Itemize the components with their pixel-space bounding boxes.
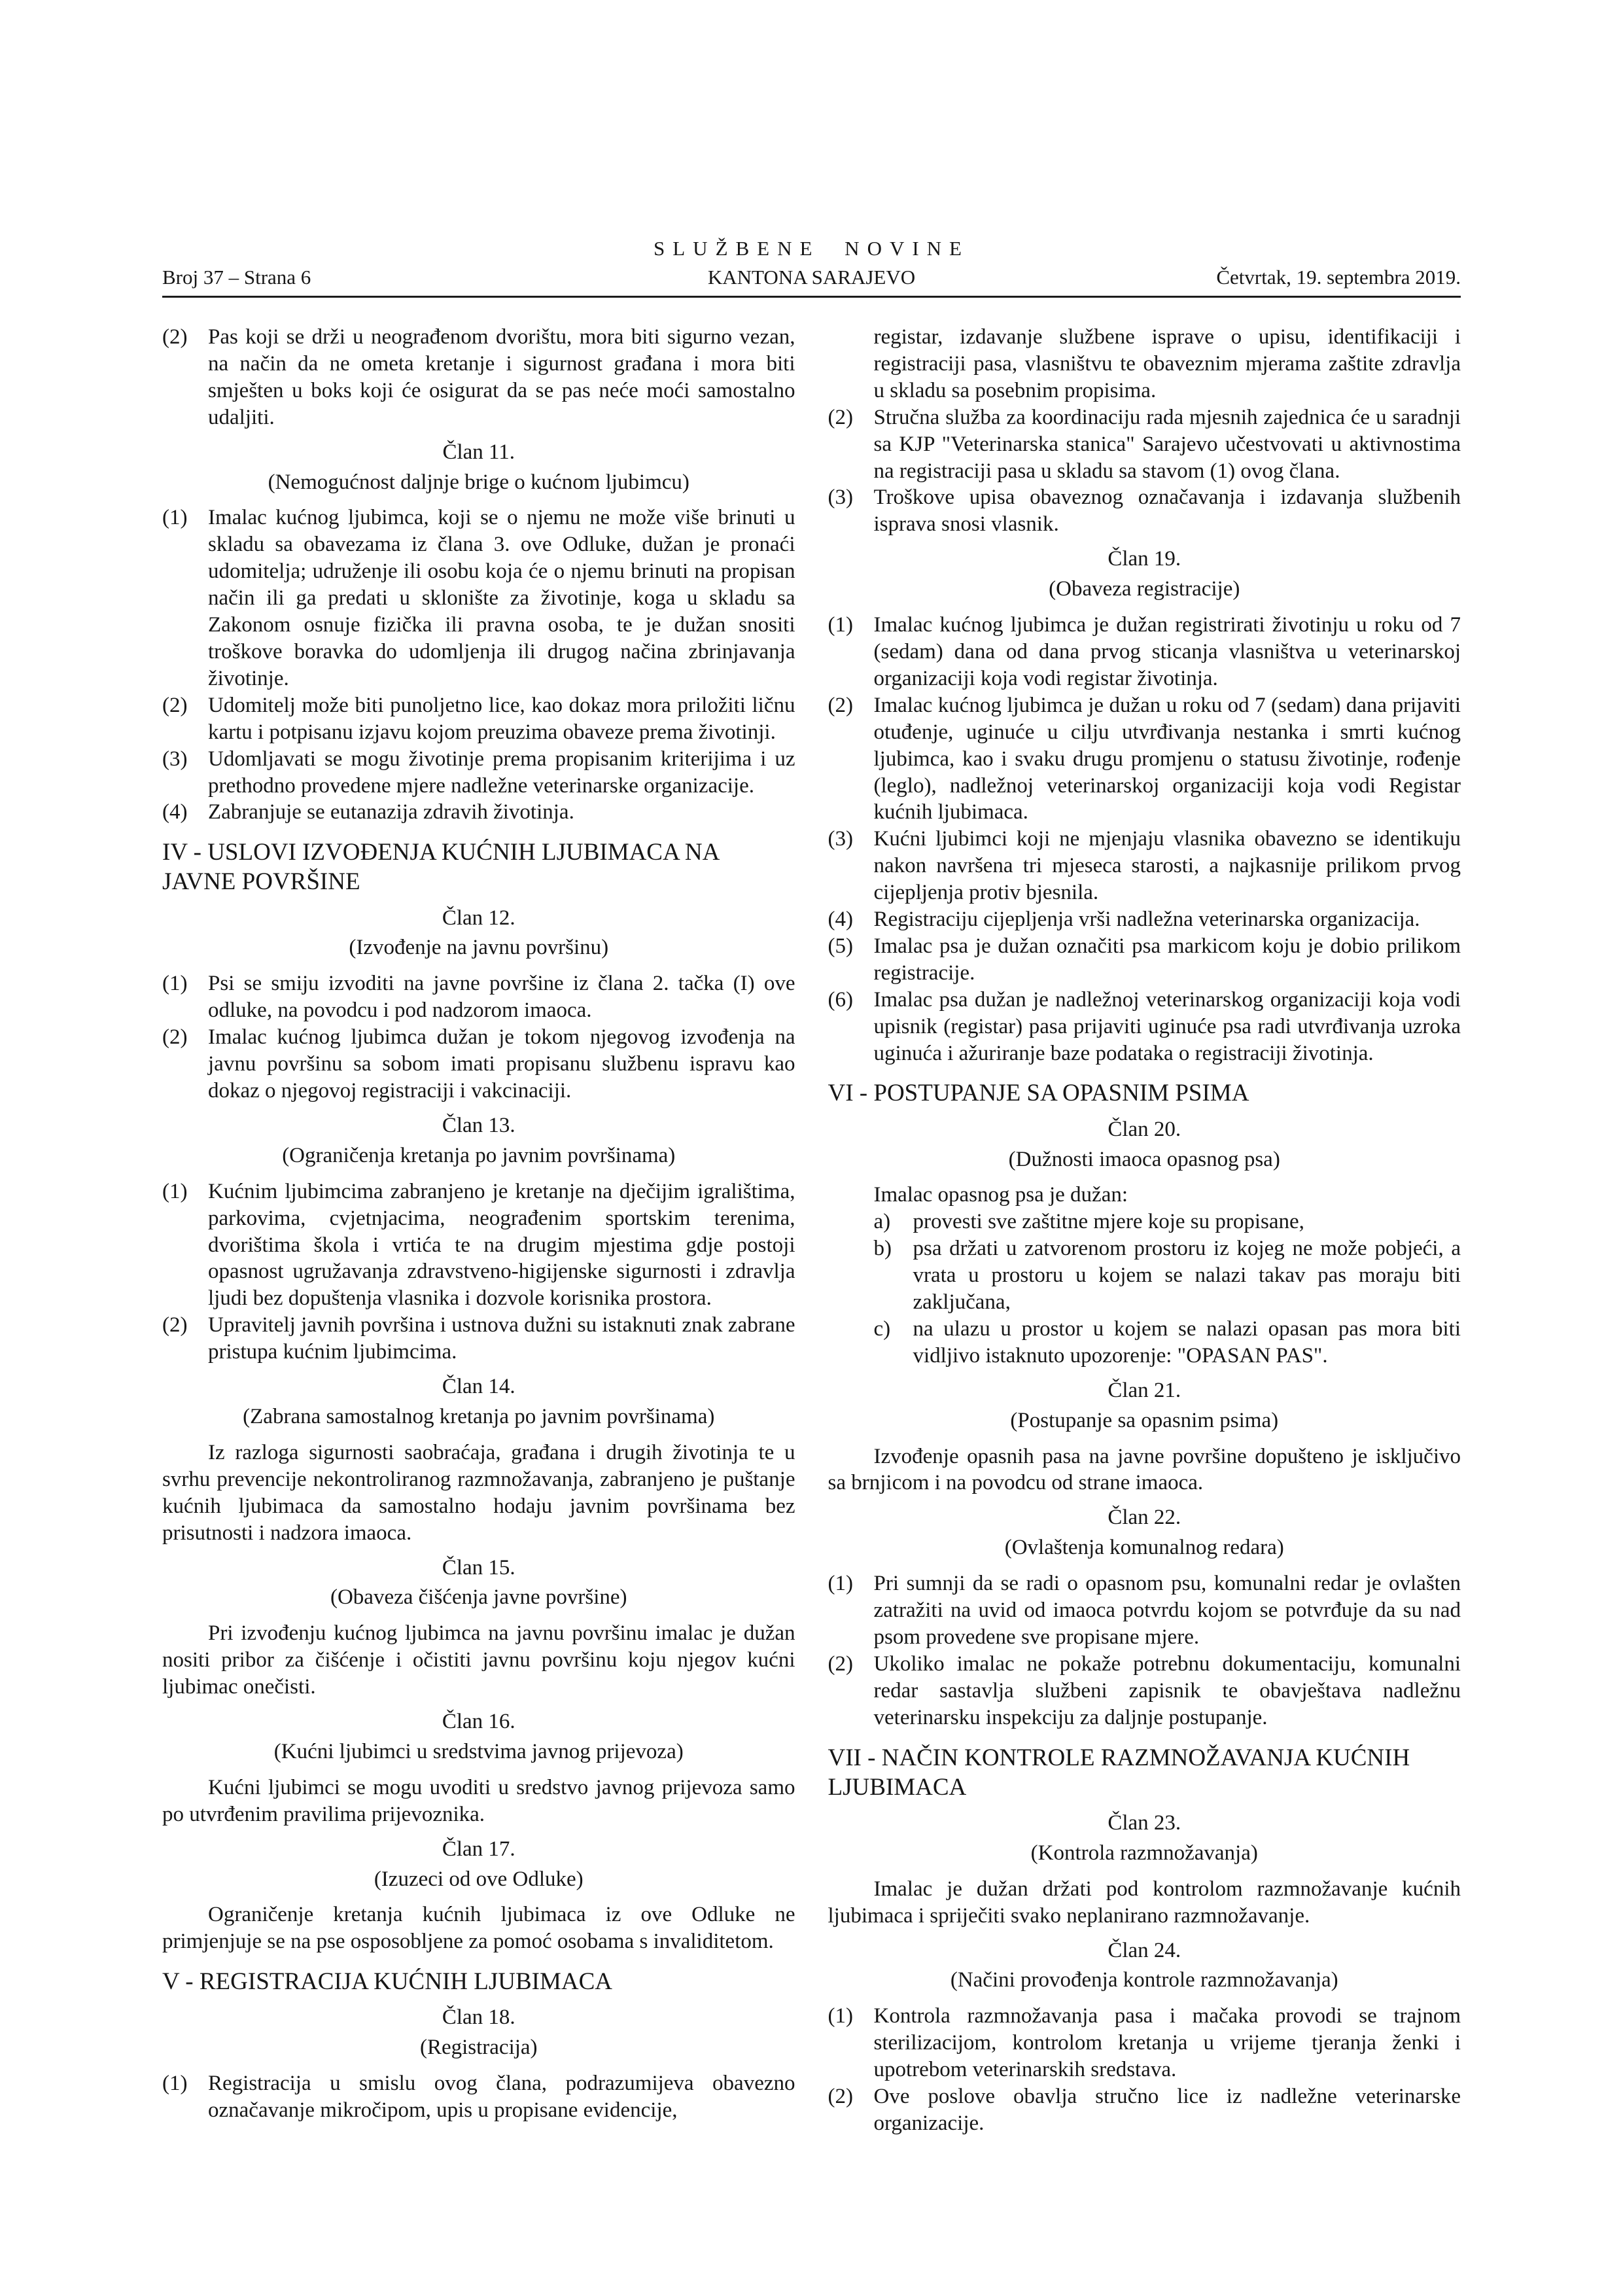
item-label: (2) xyxy=(162,693,188,717)
item-label: (2) xyxy=(828,405,853,429)
item-label: a) xyxy=(873,1210,891,1234)
item-label: (5) xyxy=(828,934,853,958)
article-subtitle: (Izuzeci od ove Odluke) xyxy=(374,1867,584,1891)
numbered-item: (2) Udomitelj može biti punoljetno lice, kao dokaz mora priložiti ličnu kartu i potpisanu izjavu kojom preuzima obaveze prema životinji. xyxy=(162,693,795,744)
article-heading xyxy=(162,1112,795,1169)
article-number: Član 12. xyxy=(442,906,515,930)
article-subtitle: (Ograničenja kretanja po javnim površinama) xyxy=(282,1143,676,1167)
section-heading: VII - NAČIN KONTROLE RAZMNOŽAVANJA KUĆNIH LJUBIMACA xyxy=(828,1744,1410,1801)
article-number: Član 16. xyxy=(442,1710,515,1734)
item-label: (1) xyxy=(828,1572,853,1596)
article-number: Član 20. xyxy=(1108,1117,1181,1141)
article-heading xyxy=(162,1555,795,1612)
numbered-item: (6) Imalac psa dužan je nadležnoj veterinarskog organizaciji koja vodi upisnik (registar) pasa prijaviti uginuće psa radi utvrđivanja uzroka uginuća i ažuriranje baze podataka o registraciji životinja. xyxy=(828,987,1461,1065)
item-label: (1) xyxy=(828,2004,853,2028)
item-label: (2) xyxy=(828,1651,853,1676)
item-label: (1) xyxy=(162,2072,188,2096)
issue-page-number: Broj 37 – Strana 6 xyxy=(162,266,311,289)
numbered-item: (1) Kontrola razmnožavanja pasa i mačaka provodi se trajnom sterilizacijom, kontrolom kretanja u vrijeme tjeranja ženki i upotrebom veterinarskih sredstava. xyxy=(828,2004,1461,2082)
right-column xyxy=(828,324,1461,2137)
continuation-paragraph: registar, izdavanje službene isprave o upisu, identifikaciji i registraciji pasa, vlasništvu te obaveznim mjerama zaštite zdravlja u skladu sa posebnim propisima. xyxy=(873,325,1461,402)
page-header xyxy=(162,0,1461,298)
header-rule xyxy=(162,296,1461,298)
item-label: (4) xyxy=(828,908,853,932)
item-label: (1) xyxy=(162,972,188,996)
article-subtitle: (Zabrana samostalnog kretanja po javnim površinama) xyxy=(243,1404,715,1428)
numbered-item: (2) Imalac kućnog ljubimca je dužan u roku od 7 (sedam) dana prijaviti otuđenje, uginuće u cilju utvrđivanja nestanka i smrti kućnog ljubimca, kao i svaku drugu promjenu o statusu životinje, rođenje (leglo), nadležnoj veterinarskoj organizaciji koja vodi Registar kućnih ljubimaca. xyxy=(828,693,1461,824)
section-heading: IV - USLOVI IZVOĐENJA KUĆNIH LJUBIMACA NA JAVNE POVRŠINE xyxy=(162,839,719,896)
article-heading xyxy=(162,905,795,962)
article-number: Član 18. xyxy=(442,2005,515,2030)
numbered-item: (2) Ove poslove obavlja stručno lice iz nadležne veterinarske organizacije. xyxy=(828,2085,1461,2135)
article-number: Član 15. xyxy=(442,1555,515,1580)
article-subtitle: (Načini provođenja kontrole razmnožavanja) xyxy=(950,1968,1338,1992)
article-number: Član 14. xyxy=(442,1375,515,1399)
paragraph: Kućni ljubimci se mogu uvoditi u sredstvo javnog prijevoza samo po utvrđenim pravilima prijevoznika. xyxy=(162,1775,795,1826)
article-heading xyxy=(828,1937,1461,1994)
header-row xyxy=(162,266,1461,289)
lettered-item: c) na ulazu u prostor u kojem se nalazi opasan pas mora biti vidljivo istaknuto upozorenje: "OPASAN PAS". xyxy=(873,1316,1461,1368)
paragraph: Ograničenje kretanja kućnih ljubimaca iz ove Odluke ne primjenjuje se na pse osposobljene za pomoć osobama s invaliditetom. xyxy=(162,1903,795,1954)
numbered-item: (1) Registracija u smislu ovog člana, podrazumijeva obavezno označavanje mikročipom, upis u propisane evidencije, xyxy=(162,2072,795,2123)
paragraph: Imalac je dužan držati pod kontrolom razmnožavanje kućnih ljubimaca i spriječiti svako neplanirano razmnožavanje. xyxy=(828,1877,1461,1928)
numbered-item: (4) Zabranjuje se eutanazija zdravih životinja. xyxy=(162,799,795,826)
numbered-item: (2) Stručna služba za koordinaciju rada mjesnih zajednica će u saradnji sa KJP "Veterinarska stanica" Sarajevo učestvovati u aktivnostima na registraciji pasa u skladu sa stavom (1) ovog člana. xyxy=(828,405,1461,483)
paragraph: Pri izvođenju kućnog ljubimca na javnu površinu imalac je dužan nositi pribor za čišćenje i očistiti javnu površinu koju njegov kućni ljubimac onečisti. xyxy=(162,1621,795,1699)
numbered-item: (3) Kućni ljubimci koji ne mjenjaju vlasnika obavezno se identikuju nakon navršena tri mjeseca starosti, a najkasnije prilikom prvog cijepljenja protiv bjesnila. xyxy=(828,827,1461,905)
document-body xyxy=(162,324,1461,2137)
article-number: Član 11. xyxy=(442,440,515,464)
numbered-item: (2) Upravitelj javnih površina i ustnova dužni su istaknuti znak zabrane pristupa kućnim ljubimcima. xyxy=(162,1313,795,1364)
article-subtitle: (Ovlaštenja komunalnog redara) xyxy=(1004,1536,1284,1560)
item-label: (3) xyxy=(828,827,853,851)
article-subtitle: (Postupanje sa opasnim psima) xyxy=(1010,1408,1279,1432)
numbered-item: (4) Registraciju cijepljenja vrši nadležna veterinarska organizacija. xyxy=(828,906,1461,933)
numbered-item: (2) Imalac kućnog ljubimca dužan je tokom njegovog izvođenja na javnu površinu sa sobom imati propisanu službenu ispravu kao dokaz o njegovoj registraciji i vakcinaciji. xyxy=(162,1025,795,1103)
item-label: (1) xyxy=(162,506,188,530)
publisher-title: KANTONA SARAJEVO xyxy=(707,266,916,289)
numbered-item: (2) Ukoliko imalac ne pokaže potrebnu dokumentaciju, komunalni redar sastavlja službeni zapisnik te obavještava nadležnu veterinarsku inspekciju za daljnje postupanje. xyxy=(828,1651,1461,1729)
article-number: Član 17. xyxy=(442,1837,515,1861)
numbered-item: (2) Pas koji se drži u neograđenom dvorištu, mora biti sigurno vezan, na način da ne ometa kretanje i sigurnost građana i mora biti smješten u boks koji će osigurat da se pas neće moći samostalno udaljiti. xyxy=(162,325,795,429)
article-subtitle: (Kućni ljubimci u sredstvima javnog prijevoza) xyxy=(273,1739,684,1763)
item-label: (2) xyxy=(828,693,853,717)
item-label: (1) xyxy=(162,1179,188,1203)
article-subtitle: (Obaveza čišćenja javne površine) xyxy=(330,1585,627,1610)
item-label: (3) xyxy=(162,747,188,771)
numbered-item: (3) Udomljavati se mogu životinje prema propisanim kriterijima i uz prethodno provedene mjere nadležne veterinarske organizacije. xyxy=(162,747,795,798)
item-label: (2) xyxy=(828,2085,853,2109)
masthead-title: SLUŽBENE NOVINE xyxy=(654,237,969,260)
article-heading xyxy=(162,439,795,496)
item-label: (1) xyxy=(828,613,853,637)
article-heading xyxy=(828,1504,1461,1561)
article-heading xyxy=(162,1373,795,1430)
paragraph: Izvođenje opasnih pasa na javne površine dopušteno je isključivo sa brnjicom i na povodcu od strane imaoca. xyxy=(828,1444,1461,1495)
article-number: Član 22. xyxy=(1108,1506,1181,1530)
issue-date: Četvrtak, 19. septembra 2019. xyxy=(1216,266,1461,289)
article-number: Član 24. xyxy=(1108,1938,1181,1962)
section-heading: VI - POSTUPANJE SA OPASNIM PSIMA xyxy=(828,1080,1249,1107)
article-number: Član 13. xyxy=(442,1113,515,1137)
lettered-item: a) provesti sve zaštitne mjere koje su propisane, xyxy=(828,1209,1461,1235)
numbered-item: (1) Kućnim ljubimcima zabranjeno je kretanje na dječijim igralištima, parkovima, cvjetnjacima, neograđenim sportskim terenima, dvorištima škola i vrtića te na drugim mjestima gdje postoji opasnost ugružavanja zdravstveno-higijenske sigurnosti i zdravlja ljudi bez dopuštenja vlasnika i dozvole korisnika prostora. xyxy=(162,1179,795,1311)
item-label: (2) xyxy=(162,1313,188,1337)
numbered-item: (1) Imalac kućnog ljubimca, koji se o njemu ne može više brinuti u skladu sa obavezama iz člana 3. ove Odluke, dužan je pronaći udomitelja; udruženje ili osobu koja će o njemu brinuti na propisan način ili ga predati u sklonište za životinje, koga u skladu sa Zakonom osnuje fizička ili pravna osoba, te je dužan snositi troškove boravka do udomljenja ili drugog načina zbrinjavanja životinje. xyxy=(162,506,795,690)
article-number: Član 21. xyxy=(1108,1378,1181,1402)
article-number: Član 19. xyxy=(1108,547,1181,571)
left-column xyxy=(162,324,795,2124)
lettered-item: b) psa držati u zatvorenom prostoru iz kojeg ne može pobjeći, a vrata u prostoru u kojem se nalazi takav pas moraju biti zaključana, xyxy=(873,1237,1461,1315)
article-heading xyxy=(162,2004,795,2061)
article-heading xyxy=(162,1708,795,1765)
article-subtitle: (Registracija) xyxy=(419,2036,538,2060)
item-label: (6) xyxy=(828,987,853,1012)
article-number: Član 23. xyxy=(1108,1810,1181,1835)
article-heading xyxy=(828,1377,1461,1434)
article-subtitle: (Obaveza registracije) xyxy=(1049,577,1240,601)
numbered-item: (1) Psi se smiju izvoditi na javne površine iz člana 2. tačka (I) ove odluke, na povodcu i pod nadzorom imaoca. xyxy=(162,972,795,1023)
item-label: (2) xyxy=(162,1025,188,1050)
item-label: b) xyxy=(873,1237,892,1261)
article-subtitle: (Nemogućnost daljnje brige o kućnom ljubimcu) xyxy=(268,470,689,494)
article-heading xyxy=(828,546,1461,603)
article-subtitle: (Kontrola razmnožavanja) xyxy=(1030,1841,1258,1865)
paragraph: Imalac opasnog psa je dužan: xyxy=(873,1183,1128,1207)
article-subtitle: (Dužnosti imaoca opasnog psa) xyxy=(1008,1147,1280,1171)
numbered-item: (3) Troškove upisa obaveznog označavanja i izdavanja službenih isprava snosi vlasnik. xyxy=(828,486,1461,537)
article-subtitle: (Izvođenje na javnu površinu) xyxy=(349,936,609,960)
numbered-item: (1) Imalac kućnog ljubimca je dužan registrirati životinju u roku od 7 (sedam) dana od dana prvog sticanja vlasništva u veterinarskoj organizaciji koja vodi registar životinja. xyxy=(828,613,1461,690)
numbered-item: (1) Pri sumnji da se radi o opasnom psu, komunalni redar je ovlašten zatražiti na uvid od imaoca potvrdu kojom se potvrđuje da su nad psom provedene sve propisane mjere. xyxy=(828,1572,1461,1649)
article-heading xyxy=(828,1810,1461,1867)
numbered-item: (5) Imalac psa je dužan označiti psa markicom koju je dobio prilikom registracije. xyxy=(828,934,1461,985)
item-label: (4) xyxy=(162,800,188,824)
item-label: (3) xyxy=(828,486,853,510)
section-heading: V - REGISTRACIJA KUĆNIH LJUBIMACA xyxy=(162,1968,612,1996)
item-label: c) xyxy=(873,1316,891,1341)
article-heading xyxy=(828,1116,1461,1173)
article-heading xyxy=(162,1836,795,1893)
paragraph: Iz razloga sigurnosti saobraćaja, građana i drugih životinja te u svrhu prevencije nekontroliranog razmnožavanja, zabranjeno je puštanje kućnih ljubimaca da samostalno hodaju javnim površinama bez prisutnosti i nadzora imaoca. xyxy=(162,1440,795,1545)
item-label: (2) xyxy=(162,325,188,349)
